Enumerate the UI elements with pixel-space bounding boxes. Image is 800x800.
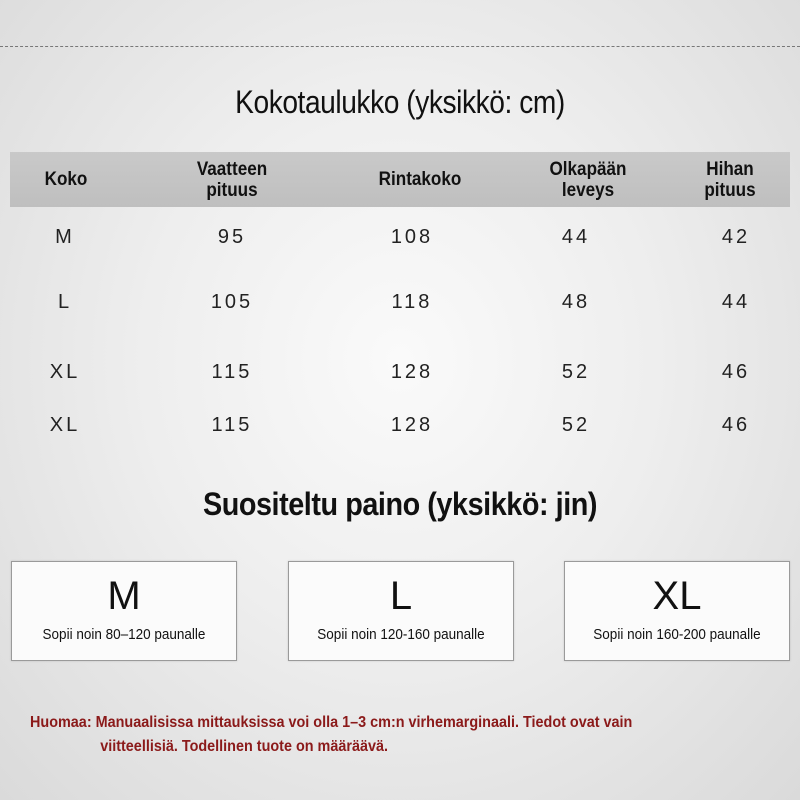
table-cell: L [57, 290, 73, 313]
table-cell: 46 [721, 413, 751, 436]
table-cell: 42 [721, 225, 751, 248]
table-cell: 115 [211, 413, 253, 436]
table-cell: 95 [217, 225, 247, 248]
header-shoulder-width [534, 152, 642, 207]
weight-box-m [11, 561, 237, 661]
size-table-title: Kokotaulukko (yksikkö: cm) [235, 84, 565, 120]
table-cell: 118 [391, 290, 433, 313]
weight-box-xl [564, 561, 790, 661]
disclaimer-line-2: viitteellisiä. Todellinen tuote on määräävä. [100, 738, 389, 755]
table-cell: XL [49, 413, 81, 436]
disclaimer-line-1: Huomaa: Manuaalisissa mittauksissa voi olla 1–3 cm:n virhemarginaali. Tiedot ovat vain [30, 714, 633, 731]
weight-box-desc: Sopii noin 160-200 paunalle [593, 626, 761, 643]
header-size-label: Koko [44, 169, 88, 190]
table-cell: 128 [390, 413, 434, 436]
weight-box-size: L [389, 574, 413, 618]
disclaimer-note [30, 711, 790, 759]
weight-box-size: XL [652, 574, 702, 618]
weight-box-desc: Sopii noin 120-160 paunalle [317, 626, 485, 643]
table-cell: 46 [721, 360, 751, 383]
header-size [16, 152, 117, 207]
table-cell: 105 [210, 290, 254, 313]
header-sleeve-length [676, 152, 784, 207]
table-cell: 52 [561, 360, 591, 383]
weight-box-size: M [107, 574, 141, 618]
table-cell: 108 [390, 225, 434, 248]
weight-section-title: Suositeltu paino (yksikkö: jin) [202, 486, 598, 522]
weight-box-l [288, 561, 514, 661]
header-sleeve-length-line2: pituus [704, 179, 756, 201]
table-cell: 115 [211, 360, 253, 383]
header-garment-length [178, 152, 286, 207]
table-cell: 44 [721, 290, 751, 313]
table-cell: XL [49, 360, 81, 383]
table-cell: 44 [561, 225, 591, 248]
header-chest-label: Rintakoko [378, 169, 462, 190]
table-cell: 52 [561, 413, 591, 436]
header-garment-length-line1: Vaatteen [196, 158, 268, 180]
weight-box-desc: Sopii noin 80–120 paunalle [42, 626, 206, 643]
header-sleeve-length-line1: Hihan [706, 158, 754, 180]
header-shoulder-width-line2: leveys [561, 179, 615, 201]
table-cell: 48 [561, 290, 591, 313]
dashed-divider [0, 46, 800, 47]
header-shoulder-width-line1: Olkapään [549, 158, 627, 180]
table-cell: M [55, 225, 75, 248]
header-garment-length-line2: pituus [206, 179, 258, 201]
header-chest [366, 152, 474, 207]
table-cell: 128 [390, 360, 434, 383]
